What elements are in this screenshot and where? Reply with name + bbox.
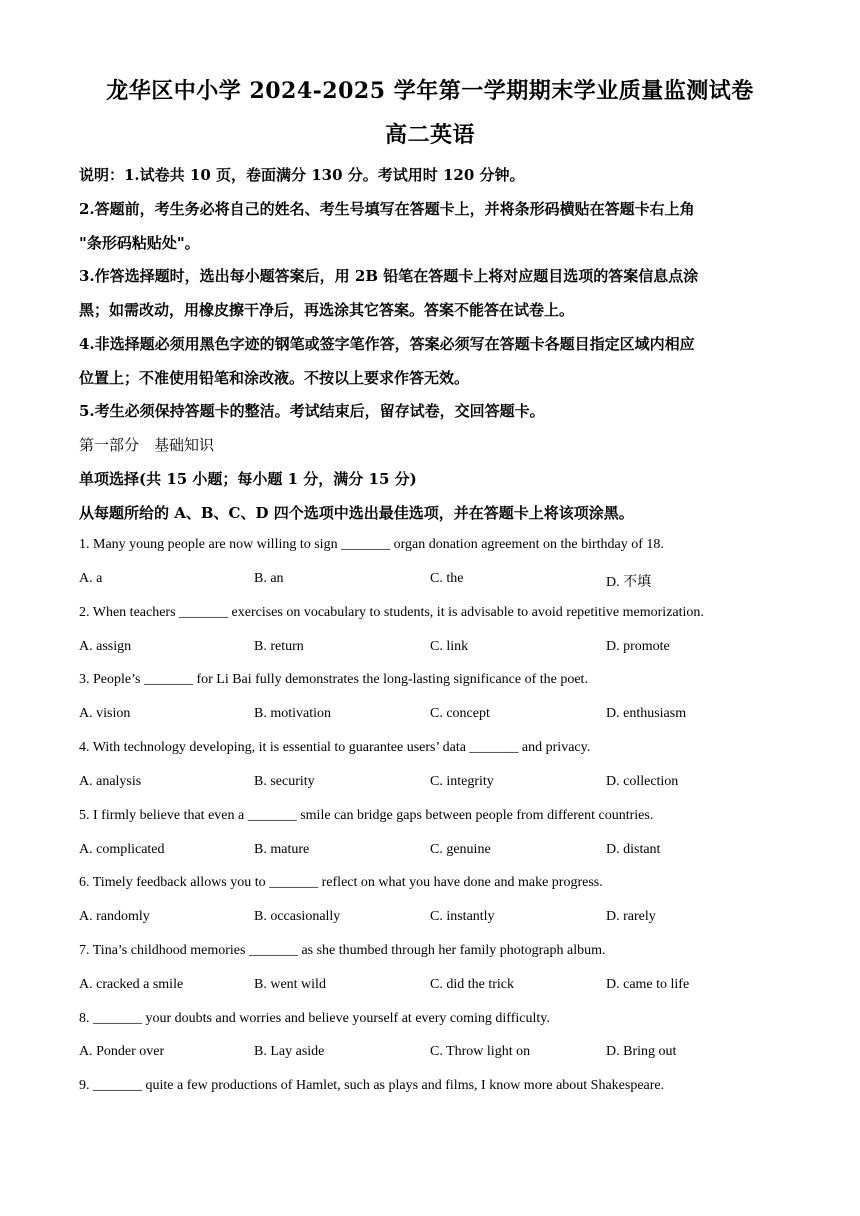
instruction-line: 黑；如需改动，用橡皮擦干净后，再选涂其它答案。答案不能答在试卷上。 [79, 301, 575, 319]
question-text: 8. _______ your doubts and worries and believe yourself at every coming difficulty. [79, 1011, 550, 1026]
exam-title: 龙华区中小学 2024-2025 学年第一学期期末学业质量监测试卷 [106, 78, 754, 104]
instruction-line: 说明：1.试卷共 10 页，卷面满分 130 分。考试用时 120 分钟。 [79, 166, 525, 184]
option-d: D. enthusiasm [606, 706, 687, 721]
instruction-line: 5.考生必须保持答题卡的整洁。考试结束后，留存试卷，交回答题卡。 [79, 402, 545, 420]
option-c: C. Throw light on [430, 1044, 531, 1059]
option-b: B. occasionally [254, 909, 341, 924]
option-b: B. motivation [254, 706, 331, 721]
question-text: 7. Tina’s childhood memories _______ as she thumbed through her family photograph album. [79, 943, 606, 958]
option-d: D. collection [606, 774, 679, 789]
option-c: C. did the trick [430, 977, 514, 992]
question-text: 6. Timely feedback allows you to _______ reflect on what you have done and make progress. [79, 875, 603, 890]
question-text: 1. Many young people are now willing to sign _______ organ donation agreement on the birthday of 18. [79, 537, 664, 552]
instruction-line: 2.答题前，考生务必将自己的姓名、考生号填写在答题卡上，并将条形码横贴在答题卡右上角 [79, 200, 695, 218]
question-text: 4. With technology developing, it is essential to guarantee users’ data _______ and privacy. [79, 740, 591, 755]
part-heading: 第一部分 基础知识 [79, 436, 215, 454]
option-d: D. Bring out [606, 1044, 677, 1059]
option-a: A. assign [79, 639, 132, 654]
instruction-line: "条形码粘贴处"。 [79, 234, 200, 252]
option-a: A. complicated [79, 842, 165, 857]
option-a: A. analysis [79, 774, 142, 789]
option-d: D. distant [606, 842, 661, 857]
option-b: B. Lay aside [254, 1044, 325, 1059]
option-d: D. rarely [606, 909, 656, 924]
option-a: A. randomly [79, 909, 150, 924]
option-b: B. security [254, 774, 315, 789]
option-a: A. Ponder over [79, 1044, 165, 1059]
instruction-line: 4.非选择题必须用黑色字迹的钢笔或签字笔作答，答案必须写在答题卡各题目指定区域内相应 [79, 335, 695, 353]
option-c: C. instantly [430, 909, 495, 924]
option-b: B. mature [254, 842, 310, 857]
option-a: A. vision [79, 706, 131, 721]
question-text: 2. When teachers _______ exercises on vocabulary to students, it is advisable to avoid repetitive memorization. [79, 605, 704, 620]
option-d: D. promote [606, 639, 670, 654]
directions-text: 从每题所给的 A、B、C、D 四个选项中选出最佳选项，并在答题卡上将该项涂黑。 [79, 504, 634, 522]
option-d: D. 不填 [606, 575, 652, 590]
section-heading: 单项选择(共 15 小题；每小题 1 分，满分 15 分) [79, 470, 417, 488]
option-c: C. integrity [430, 774, 494, 789]
option-b: B. return [254, 639, 304, 654]
instruction-line: 位置上；不准使用铅笔和涂改液。不按以上要求作答无效。 [79, 369, 470, 387]
option-d: D. came to life [606, 977, 690, 992]
option-c: C. the [430, 571, 464, 586]
option-b: B. went wild [254, 977, 326, 992]
option-c: C. concept [430, 706, 490, 721]
question-text: 9. _______ quite a few productions of Hamlet, such as plays and films, I know more about Shakespeare. [79, 1078, 665, 1093]
option-c: C. genuine [430, 842, 491, 857]
question-text: 5. I firmly believe that even a _______ smile can bridge gaps between people from different countries. [79, 808, 654, 823]
instruction-line: 3.作答选择题时，选出每小题答案后，用 2B 铅笔在答题卡上将对应题目选项的答案信息点涂 [79, 267, 699, 285]
exam-subtitle: 高二英语 [384, 122, 475, 148]
option-c: C. link [430, 639, 469, 654]
option-b: B. an [254, 571, 284, 586]
option-a: A. cracked a smile [79, 977, 184, 992]
question-text: 3. People’s _______ for Li Bai fully demonstrates the long-lasting significance of the poet. [79, 672, 588, 687]
option-a: A. a [79, 571, 103, 586]
